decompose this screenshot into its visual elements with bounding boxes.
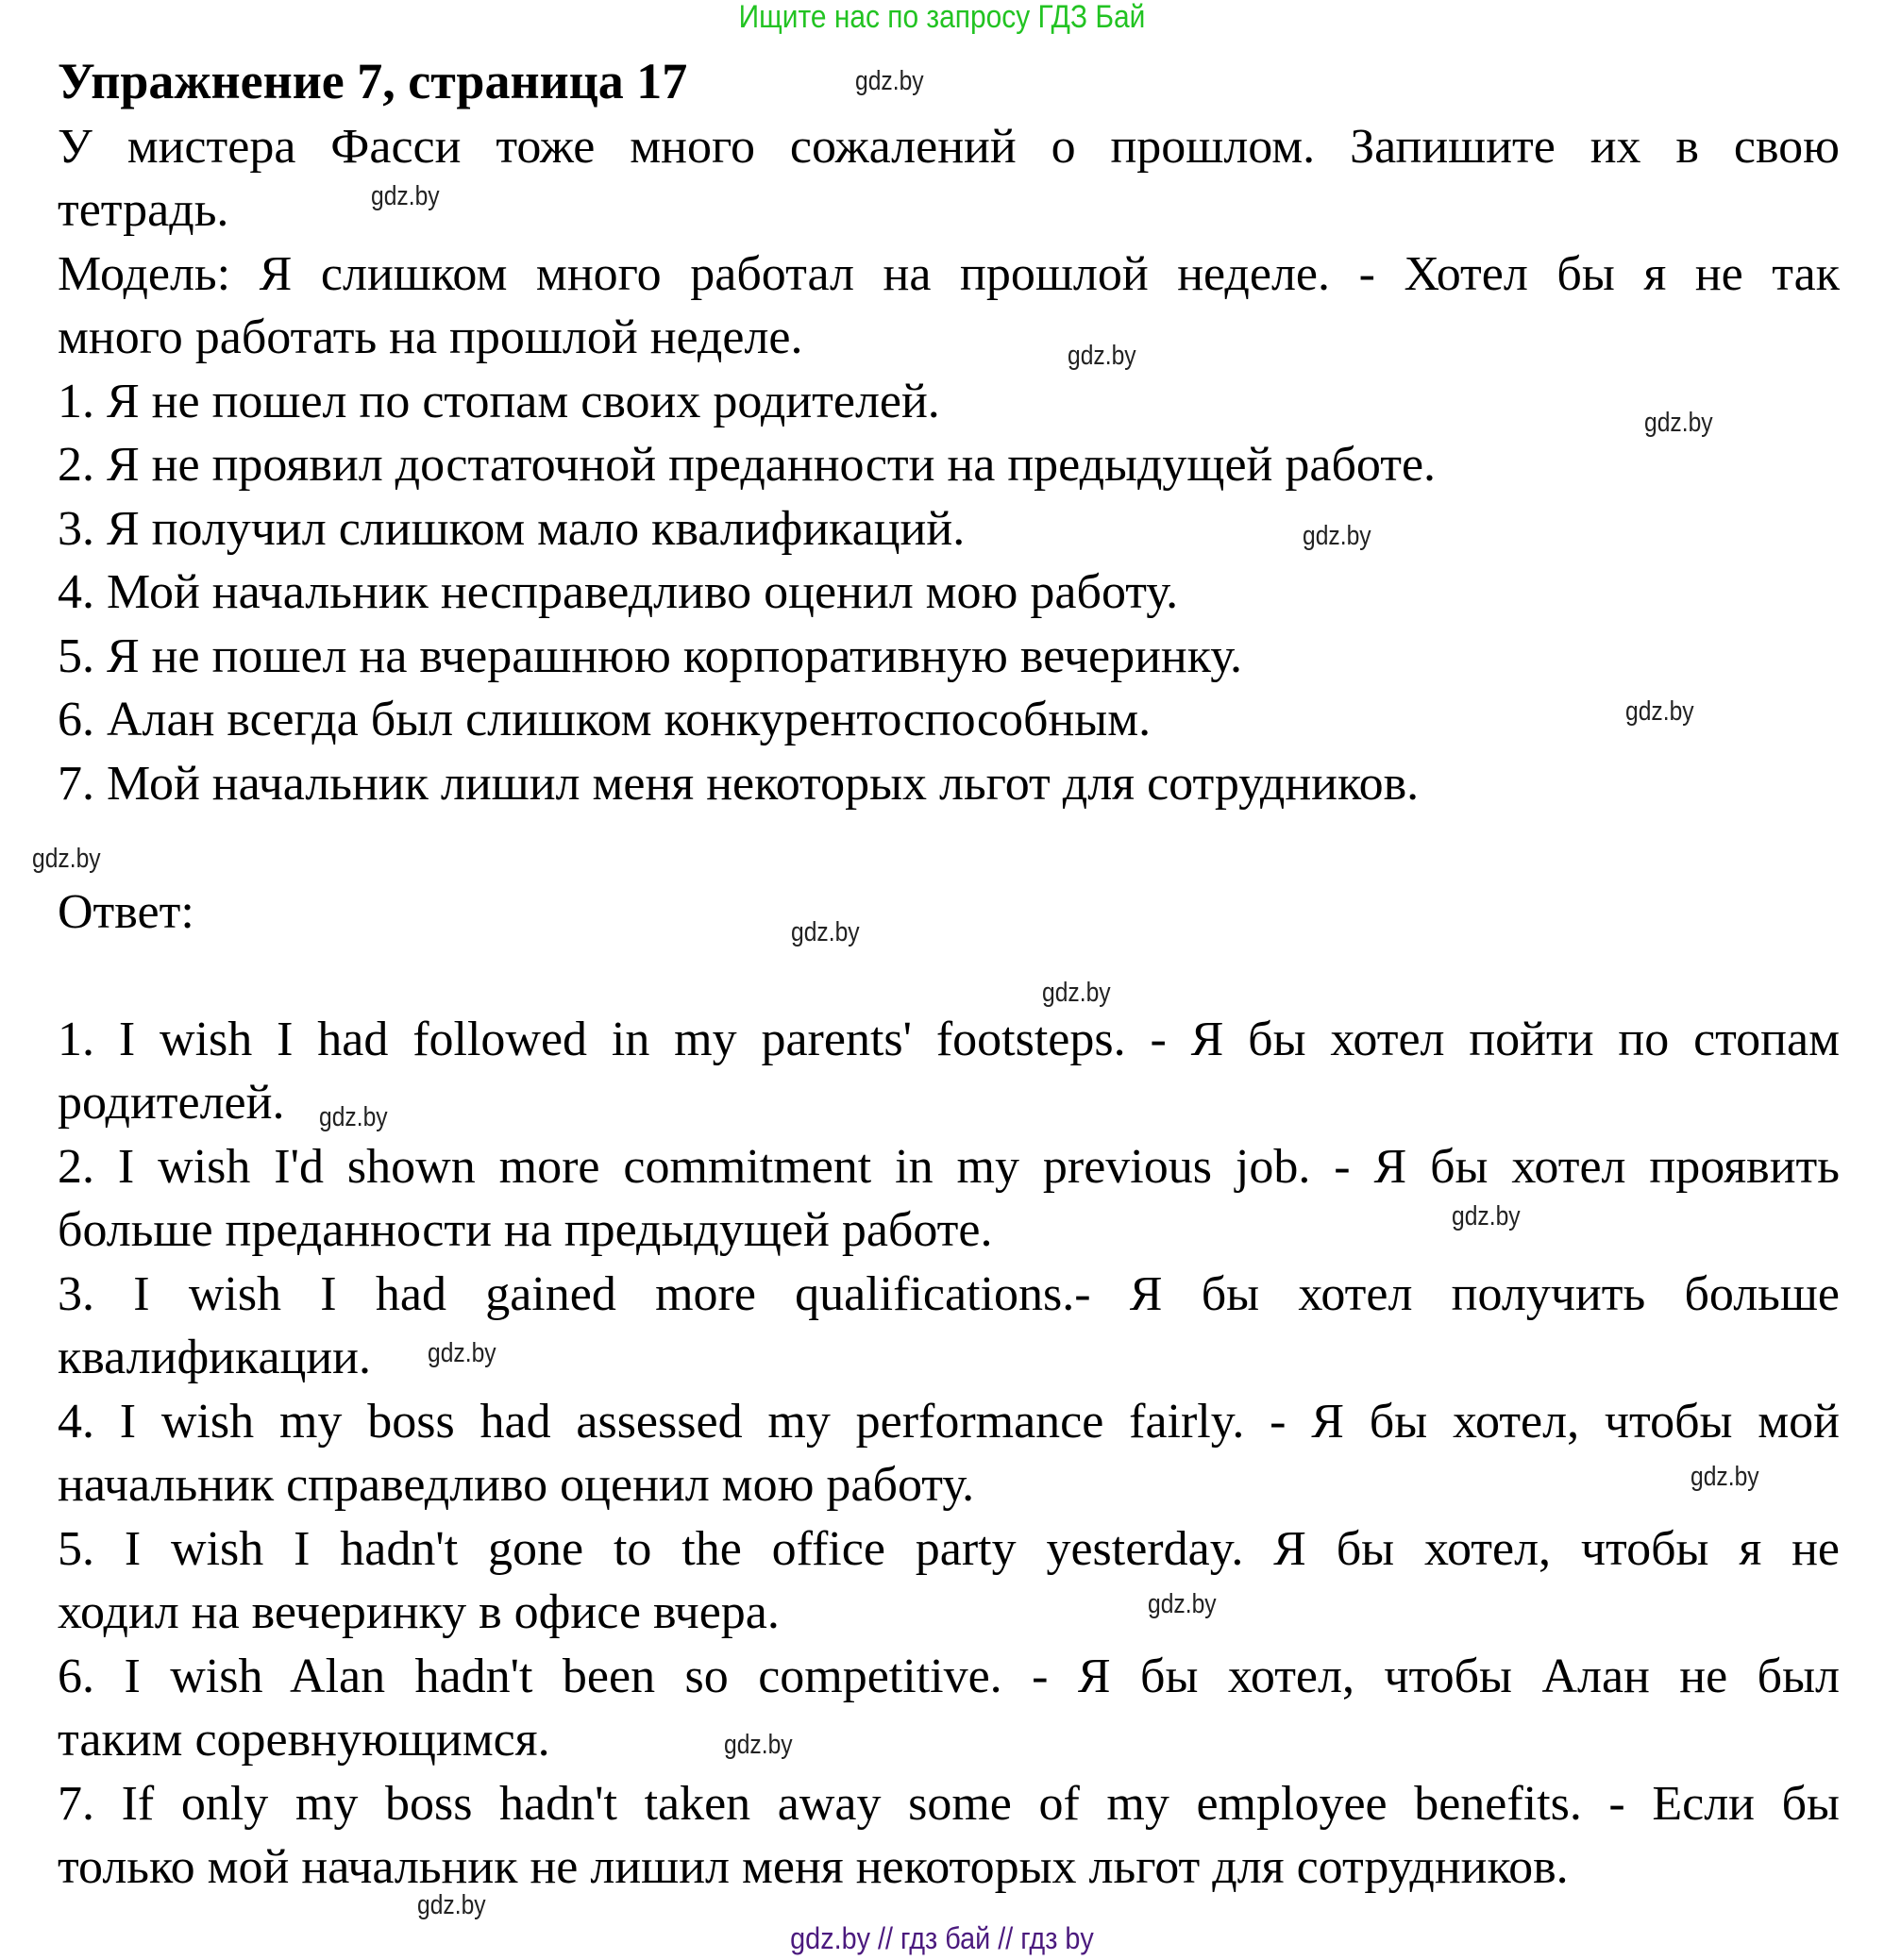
task-item: 1. Я не пошел по стопам своих родителей. — [58, 375, 940, 428]
answer-line: ходил на вечеринку в офисе вчера. — [58, 1585, 780, 1639]
watermark: gdz.by — [1625, 696, 1694, 727]
answer-line: 1. I wish I had followed in my parents' footsteps. - Я бы хотел пойти по стопам — [58, 1013, 1840, 1066]
watermark: gdz.by — [32, 844, 101, 874]
watermark: gdz.by — [319, 1102, 388, 1132]
task-item: 6. Алан всегда был слишком конкурентоспособным. — [58, 693, 1152, 746]
task-item: 7. Мой начальник лишил меня некоторых льгот для сотрудников. — [58, 757, 1420, 811]
watermark: gdz.by — [724, 1730, 793, 1760]
watermark: gdz.by — [1452, 1201, 1521, 1231]
watermark: gdz.by — [1068, 341, 1136, 371]
page-title: Упражнение 7, страница 17 — [58, 53, 688, 109]
answer-line: 5. I wish I hadn't gone to the office party yesterday. Я бы хотел, чтобы я не — [58, 1522, 1840, 1576]
answer-line: начальник справедливо оценил мою работу. — [58, 1458, 975, 1512]
watermark: gdz.by — [791, 917, 860, 947]
task-item: 2. Я не проявил достаточной преданности на предыдущей работе. — [58, 438, 1437, 492]
watermark: gdz.by — [417, 1890, 486, 1920]
answer-line: родителей. — [58, 1076, 285, 1130]
search-banner[interactable]: Ищите нас по запросу ГДЗ Бай — [738, 0, 1146, 35]
task-intro-line-2: тетрадь. — [58, 183, 229, 237]
watermark: gdz.by — [1303, 521, 1371, 551]
watermark: gdz.by — [855, 66, 924, 96]
answer-line: 7. If only my boss hadn't taken away some of my employee benefits. - Если бы — [58, 1777, 1840, 1831]
answer-line: 3. I wish I had gained more qualifications.- Я бы хотел получить больше — [58, 1267, 1840, 1321]
task-item: 4. Мой начальник несправедливо оценил мою работу. — [58, 565, 1179, 619]
task-intro-line-1: У мистера Фасси тоже много сожалений о прошлом. Запишите их в свою — [58, 120, 1840, 174]
footer-links[interactable]: gdz.by // гдз бай // гдз by — [790, 1921, 1094, 1955]
answer-line: больше преданности на предыдущей работе. — [58, 1203, 993, 1257]
watermark: gdz.by — [428, 1338, 496, 1368]
task-model-line-1: Модель: Я слишком много работал на прошлой неделе. - Хотел бы я не так — [58, 247, 1840, 301]
task-item: 5. Я не пошел на вчерашнюю корпоративную вечеринку. — [58, 629, 1243, 683]
answer-line: 6. I wish Alan hadn't been so competitive. - Я бы хотел, чтобы Алан не был — [58, 1650, 1840, 1703]
answer-line: квалификации. — [58, 1331, 372, 1384]
answer-line: только мой начальник не лишил меня некоторых льгот для сотрудников. — [58, 1840, 1569, 1894]
answer-label: Ответ: — [58, 885, 194, 939]
answer-line: таким соревнующимся. — [58, 1713, 550, 1767]
watermark: gdz.by — [1148, 1589, 1217, 1619]
watermark: gdz.by — [371, 181, 440, 211]
task-model-line-2: много работать на прошлой неделе. — [58, 310, 803, 364]
answer-line: 4. I wish my boss had assessed my performance fairly. - Я бы хотел, чтобы мой — [58, 1395, 1840, 1449]
answer-line: 2. I wish I'd shown more commitment in my previous job. - Я бы хотел проявить — [58, 1140, 1840, 1194]
watermark: gdz.by — [1042, 978, 1111, 1008]
task-item: 3. Я получил слишком мало квалификаций. — [58, 502, 966, 556]
watermark: gdz.by — [1691, 1462, 1759, 1492]
watermark: gdz.by — [1644, 408, 1713, 438]
